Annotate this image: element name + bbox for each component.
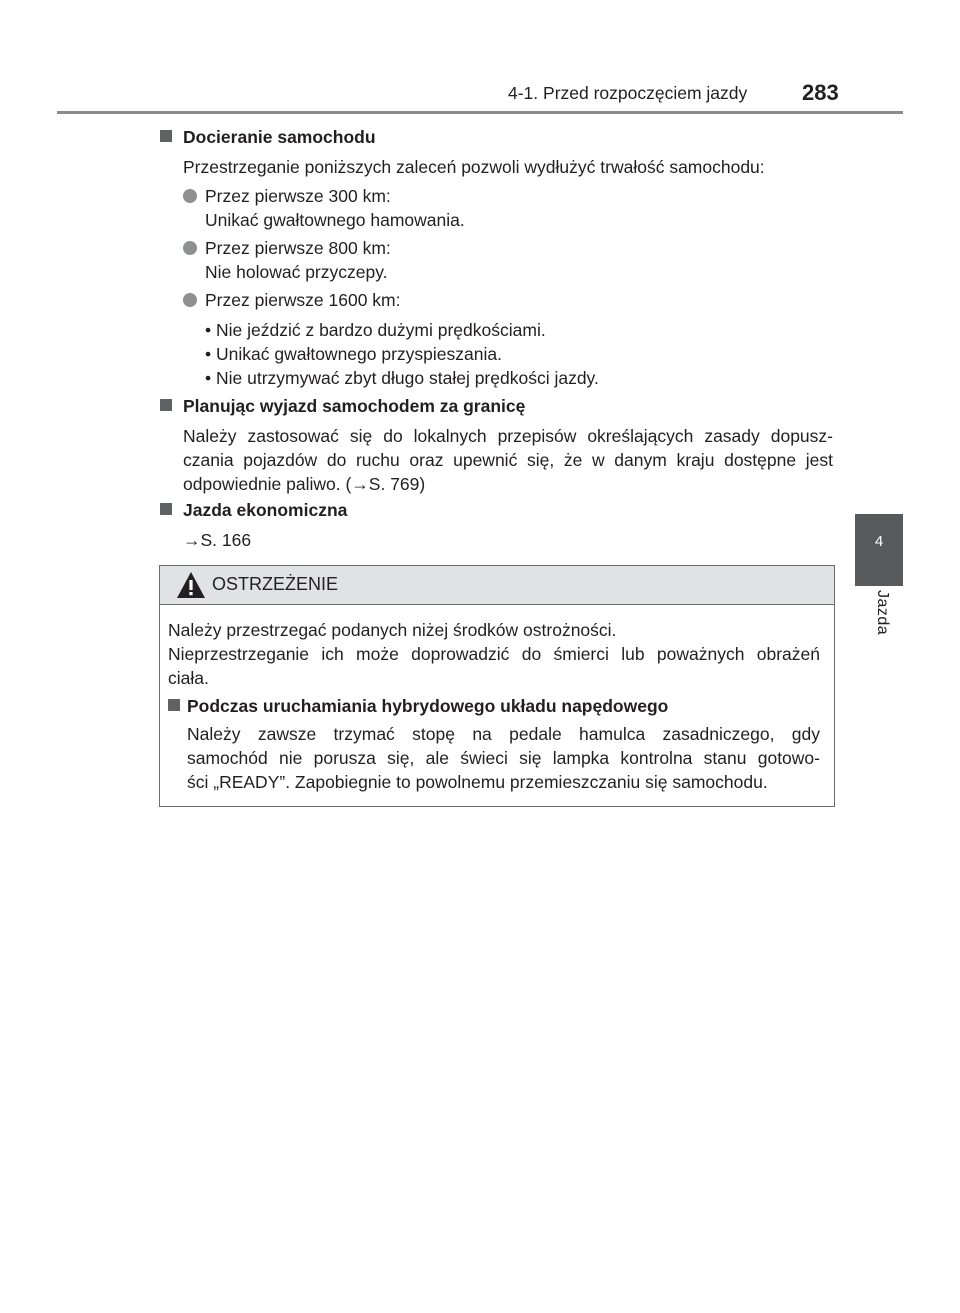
paragraph-line: Należy zastosować się do lokalnych przepisów określających zasady dopusz- [183, 426, 833, 446]
warning-text-line: Należy przestrzegać podanych niżej środków ostrożności. [168, 620, 617, 640]
warning-sub-line: Należy zawsze trzymać stopę na pedale hamulca zasadniczego, gdy [187, 724, 820, 744]
warning-triangle-icon [176, 571, 206, 599]
warning-sub-line: samochód nie porusza się, ale świeci się lampka kontrolna stanu gotowo- [187, 748, 820, 768]
list-item-heading: Przez pierwsze 300 km: [205, 186, 391, 206]
page-reference: →S. 166 [183, 530, 252, 550]
chapter-number: 4 [874, 533, 884, 550]
warning-square-bullet [168, 699, 180, 711]
header-rule [57, 111, 903, 114]
list-item-text: Nie holować przyczepy. [205, 262, 388, 282]
section-title-eco: Jazda ekonomiczna [183, 500, 348, 520]
section-square-bullet [160, 503, 172, 515]
paragraph-line: czania pojazdów do ruchu oraz upewnić się, że w danym kraju dostępne jest [183, 450, 833, 470]
warning-sub-line: ści „READY”. Zapobiegnie to powolnemu przemieszczaniu się samochodu. [187, 772, 768, 792]
warning-header [160, 566, 834, 605]
bullet-dot [183, 241, 197, 255]
sub-list-item: • Nie utrzymywać zbyt długo stałej prędkości jazdy. [205, 368, 599, 388]
warning-text-line: ciała. [168, 668, 209, 688]
list-item-heading: Przez pierwsze 1600 km: [205, 290, 401, 310]
section-title-abroad: Planując wyjazd samochodem za granicę [183, 396, 526, 416]
warning-title: OSTRZEŻENIE [212, 574, 339, 594]
section-intro: Przestrzeganie poniższych zaleceń pozwoli wydłużyć trwałość samochodu: [183, 157, 765, 177]
chapter-label: Jazda [874, 590, 891, 636]
paragraph-line: odpowiednie paliwo. (→S. 769) [183, 474, 426, 494]
bullet-dot [183, 189, 197, 203]
list-item-text: Unikać gwałtownego hamowania. [205, 210, 465, 230]
chapter-tab [855, 514, 903, 586]
section-square-bullet [160, 399, 172, 411]
section-title-break-in: Docieranie samochodu [183, 127, 376, 147]
list-item-heading: Przez pierwsze 800 km: [205, 238, 391, 258]
sub-list-item: • Nie jeździć z bardzo dużymi prędkościami. [205, 320, 546, 340]
bullet-dot [183, 293, 197, 307]
page-number: 283 [802, 80, 839, 105]
header-section-title: 4-1. Przed rozpoczęciem jazdy [508, 83, 748, 103]
warning-box [159, 565, 835, 807]
section-square-bullet [160, 130, 172, 142]
sub-list-item: • Unikać gwałtownego przyspieszania. [205, 344, 502, 364]
warning-subtitle: Podczas uruchamiania hybrydowego układu napędowego [187, 696, 669, 716]
warning-text-line: Nieprzestrzeganie ich może doprowadzić do śmierci lub poważnych obrażeń [168, 644, 820, 664]
